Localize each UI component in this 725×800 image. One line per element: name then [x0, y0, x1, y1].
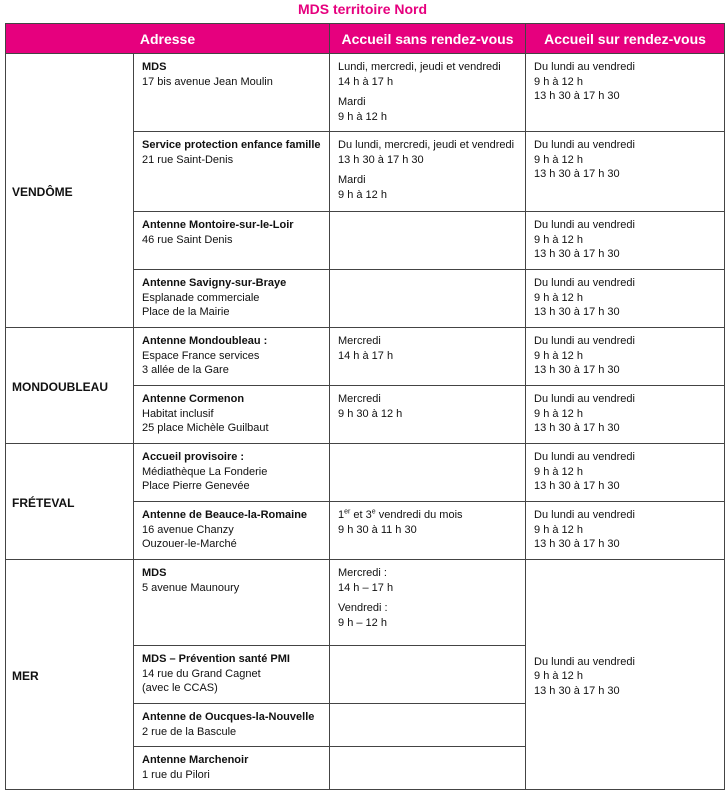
ordinal-suffix: er	[344, 508, 351, 516]
appointment-afternoon: 13 h 30 à 17 h 30	[534, 90, 620, 102]
site-name: Antenne Montoire-sur-le-Loir	[142, 219, 294, 231]
site-address	[134, 132, 330, 212]
walk-in-days: Mercredi	[338, 335, 381, 347]
walk-in-hours	[330, 54, 526, 132]
appointment-morning: 9 h à 12 h	[534, 349, 583, 362]
site-address	[134, 747, 330, 790]
appointment-days: Du lundi au vendredi	[534, 277, 635, 289]
address-line: Place de la Mairie	[142, 306, 230, 318]
site-address	[134, 444, 330, 502]
walk-in-time: 14 h – 17 h	[338, 581, 394, 594]
city-mondoubleau: MONDOUBLEAU	[6, 328, 134, 444]
ordinal-rest: vendredi du mois	[375, 509, 463, 521]
appointment-days: Du lundi au vendredi	[534, 509, 635, 521]
walk-in-time: 14 h à 17 h	[338, 75, 394, 88]
appointment-hours	[526, 386, 725, 444]
site-name: MDS – Prévention santé PMI	[142, 653, 290, 665]
site-name: Accueil provisoire :	[142, 451, 245, 463]
table-row	[6, 444, 725, 502]
appointment-afternoon: 13 h 30 à 17 h 30	[534, 538, 620, 550]
site-address	[134, 270, 330, 328]
walk-in-time: 9 h 30 à 12 h	[338, 407, 403, 420]
header-walk-in: Accueil sans rendez-vous	[330, 24, 526, 54]
walk-in-time: 14 h à 17 h	[338, 349, 394, 362]
site-address	[134, 560, 330, 646]
site-name: Antenne Savigny-sur-Braye	[142, 277, 287, 289]
walk-in-hours	[330, 502, 526, 560]
walk-in-hours-empty	[330, 212, 526, 270]
site-name: Service protection enfance famille	[142, 139, 321, 151]
walk-in-hours	[330, 386, 526, 444]
walk-in-hours	[330, 560, 526, 646]
appointment-afternoon: 13 h 30 à 17 h 30	[534, 684, 620, 697]
city-vendome: VENDÔME	[6, 54, 134, 328]
site-address	[134, 54, 330, 132]
walk-in-time: 9 h 30 à 11 h 30	[338, 523, 417, 536]
walk-in-time: 13 h 30 à 17 h 30	[338, 153, 424, 166]
appointment-afternoon: 13 h 30 à 17 h 30	[534, 248, 620, 260]
page-title: MDS territoire Nord	[297, 1, 428, 17]
appointment-morning: 9 h à 12 h	[534, 75, 583, 88]
walk-in-time: 9 h à 12 h	[338, 110, 387, 123]
city-mer: MER	[6, 560, 134, 790]
appointment-hours-shared	[526, 560, 725, 790]
site-address	[134, 704, 330, 747]
appointment-afternoon: 13 h 30 à 17 h 30	[534, 306, 620, 318]
appointment-days: Du lundi au vendredi	[534, 61, 635, 73]
appointment-morning: 9 h à 12 h	[534, 465, 583, 478]
address-line: 3 allée de la Gare	[142, 364, 229, 376]
city-freteval: FRÉTEVAL	[6, 444, 134, 560]
address-line: 16 avenue Chanzy	[142, 523, 234, 536]
header-address: Adresse	[6, 24, 330, 54]
address-line: Habitat inclusif	[142, 407, 214, 420]
table-row	[6, 54, 725, 132]
address-line: Ouzouer-le-Marché	[142, 538, 237, 550]
appointment-days: Du lundi au vendredi	[534, 655, 635, 668]
appointment-morning: 9 h à 12 h	[534, 523, 583, 536]
appointment-days: Du lundi au vendredi	[534, 335, 635, 347]
address-line: Esplanade commerciale	[142, 291, 260, 304]
walk-in-hours-empty	[330, 270, 526, 328]
site-address	[134, 646, 330, 704]
appointment-morning: 9 h à 12 h	[534, 153, 583, 166]
appointment-hours	[526, 54, 725, 132]
ordinal-third: et 3	[350, 509, 372, 521]
walk-in-days: Lundi, mercredi, jeudi et vendredi	[338, 61, 501, 73]
address-line: 17 bis avenue Jean Moulin	[142, 75, 273, 88]
site-address	[134, 502, 330, 560]
walk-in-hours-empty	[330, 444, 526, 502]
walk-in-hours-empty	[330, 646, 526, 704]
ordinal-first: 1	[338, 509, 345, 521]
header-row	[6, 24, 725, 54]
walk-in-days: Vendredi :	[338, 602, 388, 614]
walk-in-hours	[330, 328, 526, 386]
appointment-days: Du lundi au vendredi	[534, 219, 635, 231]
walk-in-time: 9 h – 12 h	[338, 616, 387, 629]
site-name: MDS	[142, 61, 167, 73]
address-line: 21 rue Saint-Denis	[142, 153, 234, 166]
ordinal-suffix: e	[371, 508, 376, 516]
appointment-afternoon: 13 h 30 à 17 h 30	[534, 422, 620, 434]
walk-in-days: Mercredi :	[338, 567, 387, 579]
appointment-hours	[526, 502, 725, 560]
appointment-morning: 9 h à 12 h	[534, 233, 583, 246]
appointment-morning: 9 h à 12 h	[534, 670, 583, 683]
appointment-hours	[526, 444, 725, 502]
header-appointment: Accueil sur rendez-vous	[526, 24, 725, 54]
site-name: Antenne Mondoubleau :	[142, 335, 268, 347]
walk-in-days: Du lundi, mercredi, jeudi et vendredi	[338, 139, 515, 151]
address-line: (avec le CCAS)	[142, 682, 218, 694]
appointment-afternoon: 13 h 30 à 17 h 30	[534, 480, 620, 492]
site-address	[134, 328, 330, 386]
address-line: 1 rue du Pilori	[142, 768, 210, 781]
site-name: Antenne de Oucques-la-Nouvelle	[142, 711, 315, 723]
appointment-days: Du lundi au vendredi	[534, 451, 635, 463]
address-line: Place Pierre Genevée	[142, 480, 250, 492]
appointment-hours	[526, 132, 725, 212]
address-line: 14 rue du Grand Cagnet	[142, 667, 261, 680]
site-address	[134, 386, 330, 444]
appointment-afternoon: 13 h 30 à 17 h 30	[534, 168, 620, 180]
site-name: MDS	[142, 567, 167, 579]
walk-in-hours-empty	[330, 704, 526, 747]
appointment-hours	[526, 328, 725, 386]
site-name: Antenne Cormenon	[142, 393, 245, 405]
address-line: 5 avenue Maunoury	[142, 581, 240, 594]
walk-in-time: 9 h à 12 h	[338, 188, 387, 201]
site-name: Antenne de Beauce-la-Romaine	[142, 509, 308, 521]
appointment-morning: 9 h à 12 h	[534, 291, 583, 304]
address-line: 46 rue Saint Denis	[142, 233, 233, 246]
appointment-hours	[526, 212, 725, 270]
walk-in-hours	[330, 132, 526, 212]
table-row	[6, 560, 725, 646]
walk-in-days: Mercredi	[338, 393, 381, 405]
site-name: Antenne Marchenoir	[142, 754, 249, 766]
walk-in-hours-empty	[330, 747, 526, 790]
address-line: 2 rue de la Bascule	[142, 725, 237, 738]
walk-in-days	[338, 508, 519, 523]
appointment-days: Du lundi au vendredi	[534, 139, 635, 151]
address-line: 25 place Michèle Guilbaut	[142, 422, 269, 434]
address-line: Médiathèque La Fonderie	[142, 465, 268, 478]
appointment-afternoon: 13 h 30 à 17 h 30	[534, 364, 620, 376]
appointment-morning: 9 h à 12 h	[534, 407, 583, 420]
table-row	[6, 328, 725, 386]
walk-in-days: Mardi	[338, 96, 366, 108]
mds-schedule-table	[5, 23, 725, 790]
walk-in-days: Mardi	[338, 174, 366, 186]
site-address	[134, 212, 330, 270]
address-line: Espace France services	[142, 349, 260, 362]
appointment-hours	[526, 270, 725, 328]
appointment-days: Du lundi au vendredi	[534, 393, 635, 405]
